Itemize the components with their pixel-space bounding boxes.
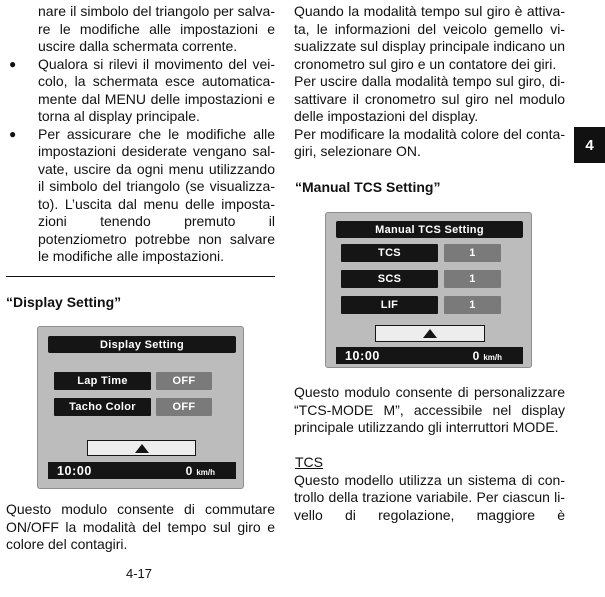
bullet-line: vate, uscire da ogni menu utilizzando	[38, 160, 275, 177]
tcs-description-line: principale utilizzando gli interruttori MODE.	[294, 419, 559, 435]
tcs-text-line: Questo modello utilizza un sistema di con-	[294, 471, 565, 488]
time-readout: 10:00	[57, 463, 92, 478]
bullet-line: Per assicurare che le modifiche alle	[38, 125, 275, 142]
bullet-line: mente dal MENU delle impostazioni e	[38, 90, 275, 107]
lap-time-value: OFF	[156, 372, 212, 390]
display-description-line: colore del contagiri.	[6, 536, 128, 552]
bullet-icon: ●	[9, 56, 17, 71]
paragraph-line: Per modificare la modalità colore del conta-	[294, 125, 565, 142]
lif-label: LIF	[341, 296, 438, 314]
bullet-line: to). L’uscita dal menu delle imposta-	[38, 195, 275, 212]
time-readout: 10:00	[345, 348, 380, 363]
tcs-label: TCS	[341, 244, 438, 262]
lif-value: 1	[444, 296, 501, 314]
bullet-line: colo, la schermata esce automatica-	[38, 73, 275, 89]
manual-tcs-screen	[325, 212, 532, 368]
tacho-color-label: Tacho Color	[54, 398, 151, 416]
tcs-description-line: Questo modulo consente di personalizzare	[294, 384, 565, 400]
triangle-up-icon	[135, 444, 149, 453]
speed-unit: km/h	[196, 467, 215, 477]
display-description-line: Questo modulo consente di commutare	[6, 501, 275, 517]
exit-button	[87, 440, 196, 456]
section-divider	[6, 276, 275, 277]
scs-value: 1	[444, 270, 501, 288]
lap-time-label: Lap Time	[54, 372, 151, 390]
tcs-value: 1	[444, 244, 501, 262]
display-description-line: ON/OFF la modalità del tempo sul giro e	[6, 518, 275, 535]
bullet-line: le modifiche alle impostazioni.	[38, 248, 224, 264]
paragraph-line: sattivare il cronometro sul giro nel modulo	[294, 90, 565, 107]
speed-value: 0	[185, 463, 193, 478]
bullet-icon: ●	[9, 126, 17, 141]
intro-line: re le modifiche alle impostazioni e	[38, 20, 275, 37]
paragraph-line: ta, le informazioni del veicolo gemello vi-	[294, 20, 565, 37]
triangle-up-icon	[423, 329, 437, 338]
speed-readout	[186, 462, 215, 480]
paragraph-line: sualizzate sul display principale indicano un	[294, 38, 565, 54]
paragraph-line: Quando la modalità tempo sul giro è attiva-	[294, 3, 565, 19]
speed-unit: km/h	[483, 352, 502, 362]
intro-line: uscire dalla schermata corrente.	[38, 38, 238, 54]
paragraph-line: giri, selezionare ON.	[294, 143, 421, 159]
paragraph-line: delle impostazioni del display.	[294, 108, 479, 124]
chapter-tab: 4	[574, 127, 605, 163]
status-bar	[48, 462, 236, 479]
paragraph-line: cronometro sul giro e un contatore dei giri.	[294, 55, 557, 72]
bullet-line: Qualora si rilevi il movimento del vei-	[38, 55, 275, 72]
tacho-color-value: OFF	[156, 398, 212, 416]
tcs-text-line: trollo della trazione variabile. Per ciascun li-	[294, 489, 565, 505]
paragraph-line: Per uscire dalla modalità tempo sul giro, di-	[294, 73, 565, 89]
tcs-description-line: “TCS-MODE M”, accessibile nel display	[294, 401, 565, 418]
bullet-line: torna al display principale.	[38, 108, 200, 124]
tcs-subheading: TCS	[295, 454, 323, 470]
display-setting-heading: “Display Setting”	[6, 294, 122, 310]
bullet-line: impostazioni desiderate vengano sal-	[38, 143, 275, 159]
bullet-line: potenziometro potrebbe non salvare	[38, 230, 275, 247]
tcs-text-line: vello di regolazione, maggiore è	[294, 506, 565, 523]
intro-line: nare il simbolo del triangolo per salva-	[38, 3, 275, 19]
status-bar	[336, 347, 523, 364]
screen-title: Manual TCS Setting	[336, 221, 523, 238]
speed-readout	[473, 347, 502, 365]
bullet-line: zioni tenendo premuto il	[38, 213, 275, 229]
manual-tcs-heading: “Manual TCS Setting”	[295, 179, 441, 195]
page-number: 4-17	[126, 566, 153, 581]
display-setting-screen	[37, 326, 244, 489]
bullet-line: il simbolo del triangolo (se visualizza-	[38, 178, 275, 194]
speed-value: 0	[472, 348, 480, 363]
exit-button	[375, 325, 485, 342]
screen-title: Display Setting	[48, 336, 236, 353]
scs-label: SCS	[341, 270, 438, 288]
